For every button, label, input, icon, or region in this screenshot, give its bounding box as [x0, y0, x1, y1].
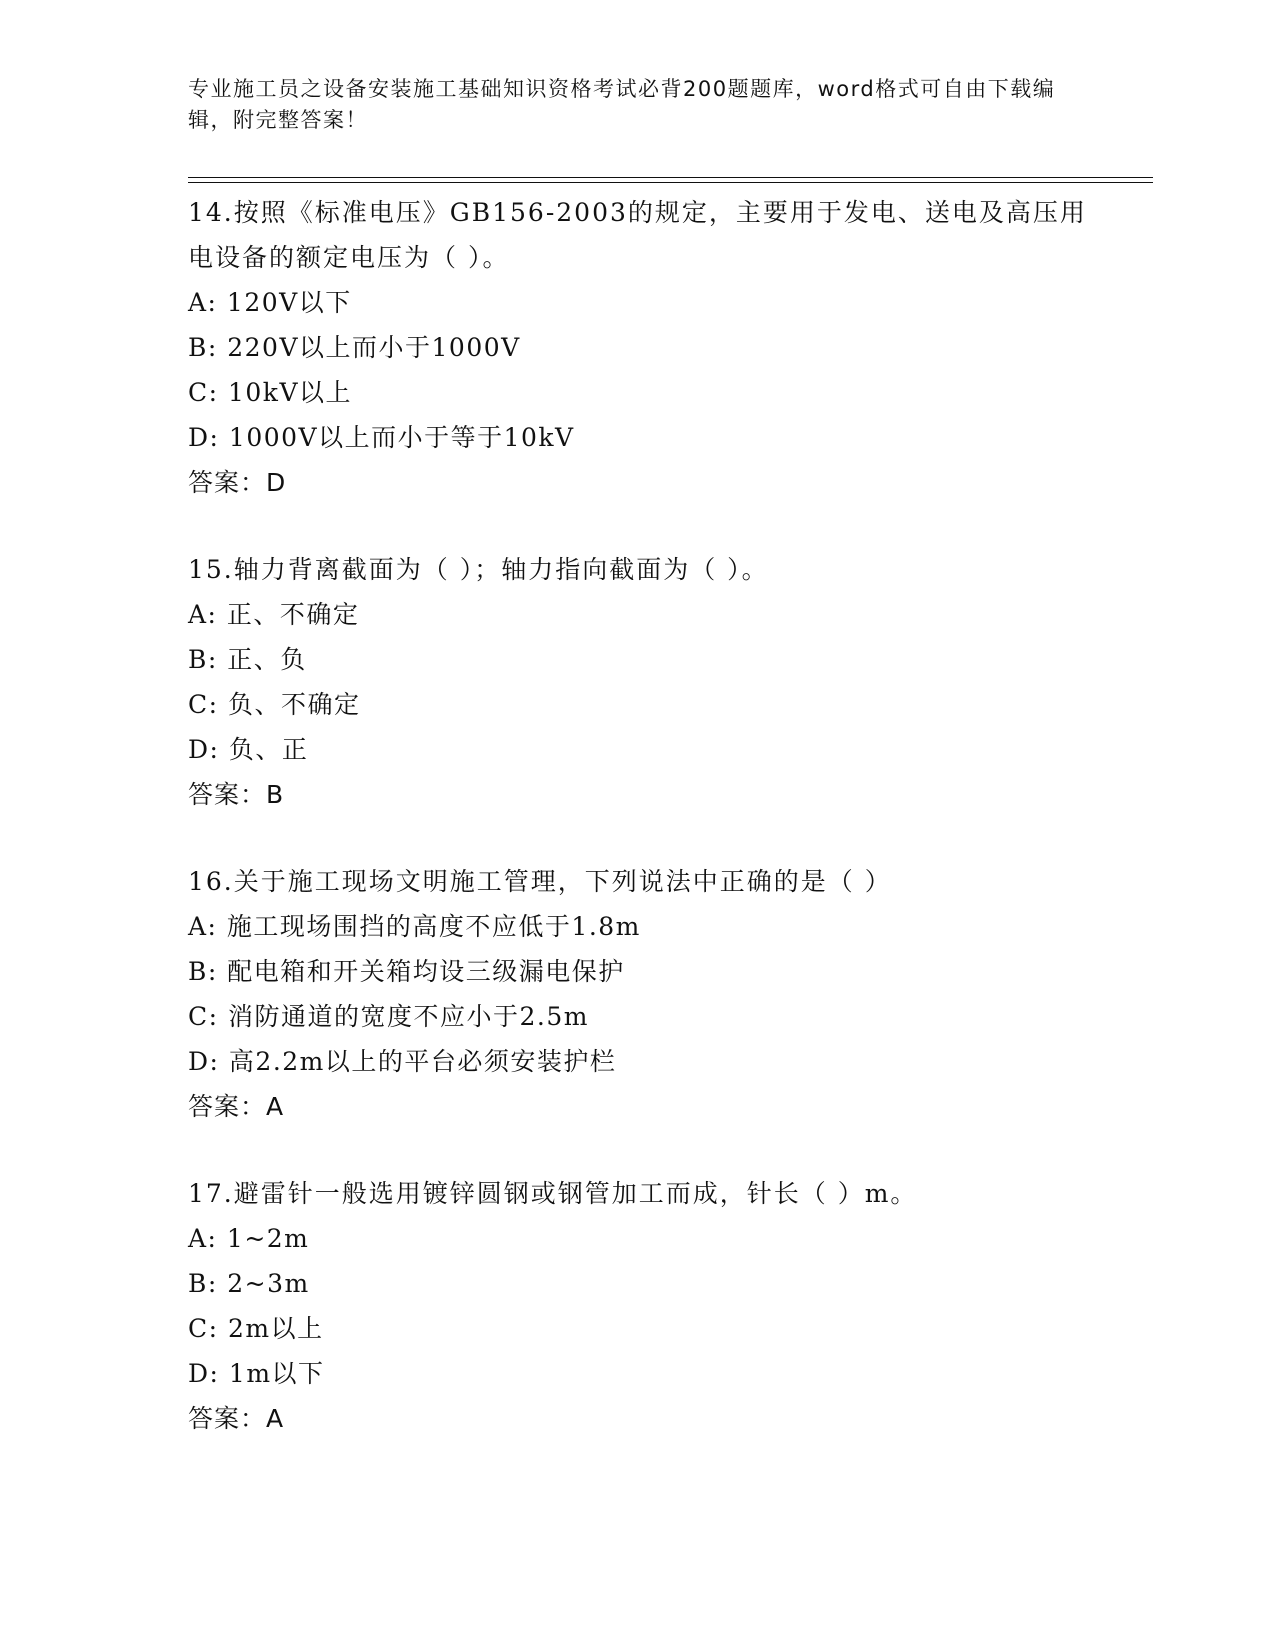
option-d: D: 负、正: [188, 735, 309, 764]
question-16: [188, 859, 1148, 1129]
header-divider-bottom: [188, 182, 1153, 183]
option-b: B: 配电箱和开关箱均设三级漏电保护: [188, 957, 625, 986]
question-14: [188, 190, 1148, 505]
option-c: C: 10kV以上: [188, 378, 353, 407]
document-header: 专业施工员之设备安装施工基础知识资格考试必背200题题库，word格式可自由下载编辑，附完整答案！: [188, 77, 1056, 132]
option-c: C: 负、不确定: [188, 690, 361, 719]
option-c: C: 2m以上: [188, 1314, 324, 1343]
question-stem: 16.关于施工现场文明施工管理，下列说法中正确的是（ ）: [188, 867, 892, 896]
option-d: D: 1m以下: [188, 1359, 325, 1388]
question-stem: 14.按照《标准电压》GB156-2003的规定，主要用于发电、送电及高压用电设备的额定电压为（ ）。: [188, 198, 1087, 272]
answer-line: 答案：A: [188, 1092, 285, 1121]
option-a: A: 1~2m: [188, 1224, 310, 1253]
answer-line: 答案：B: [188, 780, 285, 809]
option-c: C: 消防通道的宽度不应小于2.5m: [188, 1002, 589, 1031]
question-stem: 17.避雷针一般选用镀锌圆钢或钢管加工而成，针长（ ）m。: [188, 1179, 918, 1208]
answer-line: 答案：A: [188, 1404, 285, 1433]
option-a: A: 施工现场围挡的高度不应低于1.8m: [188, 912, 641, 941]
option-b: B: 正、负: [188, 645, 307, 674]
option-d: D: 高2.2m以上的平台必须安装护栏: [188, 1047, 617, 1076]
option-b: B: 220V以上而小于1000V: [188, 333, 521, 362]
question-17: [188, 1171, 1148, 1441]
option-a: A: 120V以下: [188, 288, 352, 317]
answer-line: 答案：D: [188, 468, 287, 497]
header-divider-top: [188, 177, 1153, 178]
question-stem: 15.轴力背离截面为（ ）；轴力指向截面为（ ）。: [188, 555, 769, 584]
question-list: [188, 190, 1148, 1483]
option-d: D: 1000V以上而小于等于10kV: [188, 423, 575, 452]
question-15: [188, 547, 1148, 817]
option-b: B: 2~3m: [188, 1269, 310, 1298]
option-a: A: 正、不确定: [188, 600, 360, 629]
